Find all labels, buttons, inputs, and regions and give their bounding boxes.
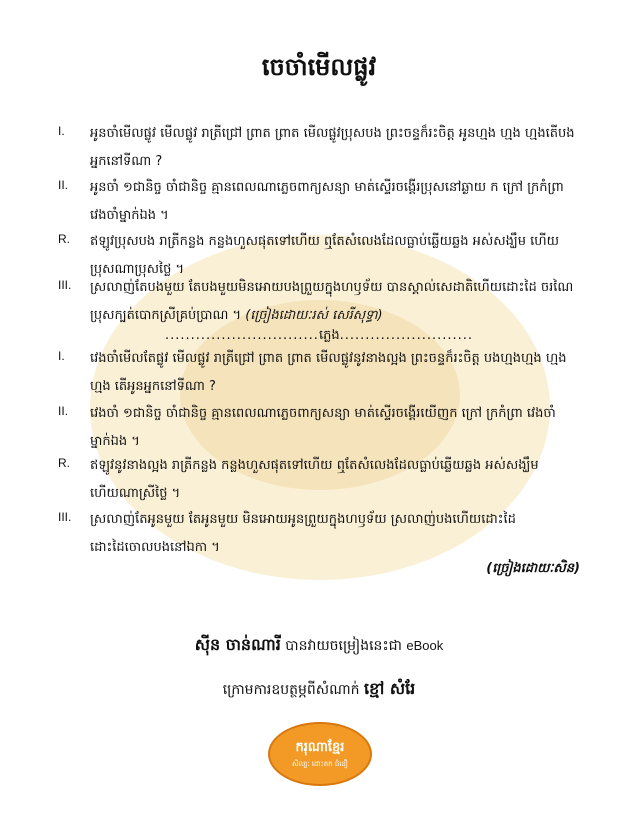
page-title: ចេចាំមើលផ្លូវ bbox=[261, 52, 377, 81]
verse-number: I. bbox=[58, 124, 65, 138]
verse-text: ឥឡូវនូវនាងល្អង រាត្រីកន្លង កន្លងហួសផុតទៅហើយ ឮតែសំលេងដែលធ្លាប់ឆ្លើយឆ្លង អស់សង្ឃឹម ហើយណាស្រីថ្លៃ ។ bbox=[90, 458, 539, 501]
verse-text: វេងចាំមើលតែផ្លូវ មើលផ្លូវ រាត្រីជ្រៅ ព្រាត ព្រាត មើលផ្លូវនូវនាងល្អង ព្រះចន្ទក៏រះចិត្ត បងហ្មងហ្មង ហ្មងហ្មង តើអូនអ្នកនៅទីណា ? bbox=[90, 351, 567, 394]
divider-dots-right: .......................... bbox=[339, 328, 474, 343]
typist-text: បានវាយចម្រៀងនេះជា bbox=[285, 638, 402, 654]
music-divider bbox=[0, 327, 638, 346]
verse-text: អូនចាំមើលផ្លូវ មើលផ្លូវ រាត្រីជ្រៅ ព្រាត ព្រាត មើលផ្លូវប្រុសបង ព្រះចន្ទក៏រះចិត្ត អូនហ្មង ហ្មង ហ្មងតើបងអ្នកនៅទីណា ? bbox=[90, 126, 575, 169]
karuna-khmer-logo bbox=[268, 722, 372, 786]
divider-dots-left: .............................. bbox=[164, 328, 319, 343]
singer-credit: (ច្រៀងដោយៈសិន) bbox=[486, 561, 580, 576]
logo-subtitle: សិល្បៈ ដោះតក ជំនឿ bbox=[291, 759, 349, 768]
divider-word: ភ្លេង bbox=[318, 328, 340, 343]
verse-body: ស្រលាញ់តែបងមួយ តែបងមួយមិនអោយបងព្រួយក្នុងហឫទ័យ បានស្គាល់សេដាតិហើយដោះដៃ ចរណៃប្រុសក្បត់បោកស្រីគ្រប់ប្រាណ ។ bbox=[90, 280, 574, 323]
sponsor-name: ខ្មៅ សំរែ bbox=[363, 679, 416, 698]
verse-text: ឥឡូវប្រុសបង រាត្រីកន្លង កន្លងហួសផុតទៅហើយ ឮតែសំលេងដែលធ្លាប់ឆ្លើយឆ្លង អស់សង្ឃឹម ហើយប្រុសណាប្រុសថ្លៃ ។ bbox=[90, 234, 559, 277]
verse-text bbox=[90, 274, 580, 330]
logo-title: ករុណាខ្មែរ bbox=[295, 739, 345, 755]
verse-number: II. bbox=[58, 178, 69, 192]
verse-text: ស្រលាញ់តែអូនមួយ តែអូនមួយ មិនអោយអូនព្រួយក្នុងហឫទ័យ ស្រលាញ់បងហើយដោះដៃ ដោះដៃចោលបងនៅឯកា ។ bbox=[90, 512, 516, 555]
verse-text: អូនចាំ ១ជានិច្ច ចាំជានិច្ច គ្មានពេលណាភ្លេចពាក្យសន្យា មាត់ស្ទើរចង្ដើរប្រុសនៅឆ្ងាយ ក ក្រៅ ក្រកំព្រា វេងចាំម្នាក់ឯង ។ bbox=[90, 180, 564, 223]
verse-number: III. bbox=[58, 278, 72, 292]
singer-note: (ច្រៀងដោយៈរស់ សេរីសុទ្ធា) bbox=[245, 308, 383, 323]
verse-number: I. bbox=[58, 349, 65, 363]
ebook-label: eBook bbox=[406, 638, 444, 653]
typist-credit bbox=[0, 634, 638, 658]
verse-text: វេងចាំ ១ជានិច្ច ចាំជានិច្ច គ្មានពេលណាភ្លេចពាក្យសន្យា មាត់ស្ទើរចង្ដើរយើញក ក្រៅ ក្រកំព្រា វេងចាំម្នាក់ឯង ។ bbox=[90, 406, 556, 449]
verse-number: II. bbox=[58, 404, 69, 418]
verse-number: R. bbox=[58, 456, 70, 470]
typist-name: ស៊ីន ចាន់ណារី bbox=[194, 635, 281, 654]
verse-number: III. bbox=[58, 510, 72, 524]
verse-number: R. bbox=[58, 232, 70, 246]
sponsor-text: ក្រោមការឧបត្ថម្ភពីសំណាក់ bbox=[222, 682, 360, 698]
sponsor-credit bbox=[0, 678, 638, 702]
